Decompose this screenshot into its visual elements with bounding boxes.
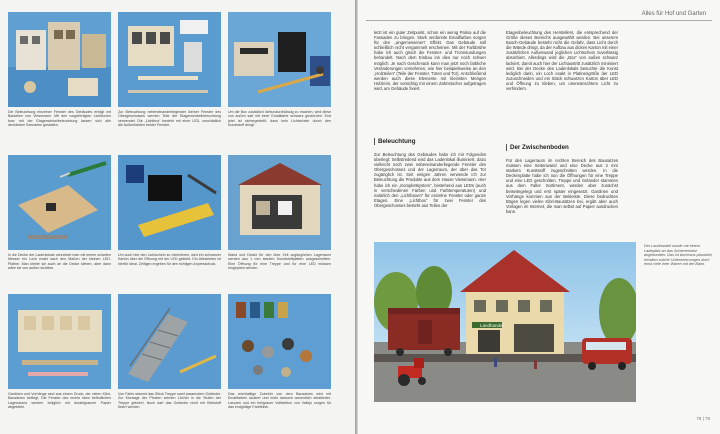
photo-storage-room: [228, 155, 331, 250]
right-page: [358, 0, 720, 434]
column-1-bottom: Zur Beleuchtung des Gebäudes habe ich mir Folgendes überlegt: Selbstredend wird das Ladenlokal illuminiert, dazu vielleicht noch zwei nebeneinanderliegende Fenster des Obergeschosses und der Lagerraum, der über das Tor zugänglich ist. Seit einigen Jahren verwende ich zur Beleuchtung die Produkte aus dem Hause Viessmann. Hier habe ich ein „Komplettsystem“, bestehend aus LEDs (auch in verschiedenen Farben und Farbtemperaturen) und natürlich den „Lichtboxen“ für einzelne Fenster oder ganze Etagen. Eine „Lichtbox“ für zwei Fenster des Obergeschosses besteht aus Teilen der: [374, 152, 486, 208]
caption: Um die Box zusätzlich lichtundurchlässig zu machen, wird diese von außen satt mit einer Emailfarbe schwarz gestrichen. Erst jetzt ist sichergestellt, dass kein Lichtschein durch den Kunststoff dringt.: [228, 110, 331, 128]
grid-cell-1: [8, 12, 111, 128]
column-1-top: letzt ist ein guter Zeitpunkt, schon ein wenig Patina auf die Fassaden zu bringen. Stark verdünnte Emailfarben sorgen für den „angemessenen“ Effekt. Das Gebäude soll schließlich nicht vergammelt erscheinen. Mit der Farbbrühe habe ich auch gleich die Fenster- und Tronnsundungen behandelt. Nach dem Einbau ins dies nur noch schwer möglich. Je nach Geschmack kann man jetzt noch farbliche Veränderungen vornehmen, wie hier beispielsweise an den „Holzteilen“ (Teile der Fenster, Türen und Tor). Anschließend werden auch diese Elemente mit kleinsten Mengen Holzleim, der vorsichtig mit einem Zahnstocher aufgetragen wird, am Gebäude fixiert.: [374, 30, 486, 92]
left-page: [0, 0, 355, 434]
grid-cell-3: [228, 12, 331, 128]
photo-lightboxes: [8, 12, 111, 107]
running-header: [366, 10, 712, 21]
column-2-top: Etagenbeleuchtung des Herstellers, die entsprechend der Größe dieses Bereichs ausgewählt werden. Bei unserem Busch-Gebäude besteht nicht die Gefahr, dass Licht durch die Wände dringt, da der Aufbau aus dicken Karton mit einer zusätzlichen Außenwand jeglichen Lichtschein zuverlässig absorbiert. Allerdings wird die „Box“ von außen schwarz lackiert, damit auch hier der Lichtaustritt zusätzlich minimiert wird. Bei der Decke des Ladenlokals besuchte die Kunst lediglich darin, ein Loch exakt in Platinengröße der LED zuzuschneiden und ein Stück schwarzen Karton über LED und Öffnung zu kleben, um unerwünschtem Licht zu verhindern.: [506, 30, 618, 92]
caption: Zur Beleuchtung nebeneinanderliegender kleiner Fenster des Obergeschosses werden Teile der Etagenwinkelbeleuchtung verwendet. Die „Lichtbox“ besteht mit einer LED, unschädlich die Außenkanten beider Fenster.: [118, 110, 221, 128]
column-2-bottom: Für den Lagerraum im rechten Bereich des Bausatzes müssen eine Seitenwand und eine Decke aus 2 mm starkem Kunststoff zugeschnitten werden. In die Deckenplatte habe ich nun die Öffnungen für eine Treppe und eine LED geschnitten. Treppe und Geländer stammen aus dem Faller Sortiment, werden aber zunächst beiseitegelegt und erst später eingesetzt. Gardinen und Vorhänge kommen aus der Bekleiste. Diese bedruckten Bögen legen vielen Kibri-Bausätzen bei, ergibt aber auch Vorlagen im Internet, die man selbst auf Papier ausdrucken kann.: [506, 158, 618, 214]
caption: In die Decke der Ladenlokale schneidet man mit einem scharfen Messer ein Loch exakt nach den Maßen der kleinen LED-Platine. Man klebte sie auch an die Decke kleben, aber dann wäre sie von außen sichtbar.: [8, 253, 111, 271]
photo-curtains: [8, 294, 111, 389]
photo-window-lightbox: [118, 12, 221, 107]
grid-cell-8: [118, 294, 221, 410]
shop-sign: Landhandel: [480, 323, 504, 328]
section-heading-beleuchtung: Beleuchtung: [374, 138, 415, 145]
photo-ceiling-cut: [8, 155, 111, 250]
grid-cell-2: [118, 12, 221, 128]
caption: Die Beleuchtung einzelner Fenster des Gebäudes erfolgt mit Bauteilen von Viessmann. Mit den vorgefertigten Lichtboxen bzw. mit der Etagenwinkelbeleuchtung lassen sich alle denkbaren Szenarien gestalten.: [8, 110, 111, 128]
caption: Gardinen und Vorhänge sind aus einem Druck, der vielen Kibri-Bausätzen beiliegt. Die Fenster des rechts oben befindlichen Lagerraums werden lediglich mit durablgrauem Papier abgeklebt.: [8, 392, 111, 410]
section-heading-zwischenboden: Der Zwischenboden: [506, 144, 569, 151]
photo-glue-card: [118, 155, 221, 250]
photo-landhandel-scene: [374, 242, 636, 402]
header-title: Alles für Hof und Garten: [641, 11, 706, 17]
photo-caption: Der Landhandel wurde mit einem Ladeplatz an das Schienennetz angebunden. Das ist durchaus plausibel, erhalten solche Unternehmungen doch einst viele ihrer Waren mit der Bahn.: [644, 244, 713, 267]
grid-cell-5: [118, 155, 221, 266]
caption: Von Faller stammt das Stück Treppe samt passendem Geländer. Zur Montage der Pfosten werden Löcher in die Stufen der Treppe gebohrt. Noch darf das Geländer nicht mit Klebstoff fixiert werden.: [118, 392, 221, 410]
page-numbers: 78 | 79: [696, 416, 710, 421]
caption: Das reichhaltige Zubehör von dem Bausatzes wird mit Emailfarben lackiert und wirkt dadurch wesentlich detailierter. Lasuren und ein hellgrauer Vollfarbton von Vallejo sorgen für das endgültige Farbfinish.: [228, 392, 331, 410]
photo-stairs: [118, 294, 221, 389]
grid-cell-7: [8, 294, 111, 410]
caption: Um auch hier den Lichtschein zu minimieren, wird ein schwarzer Karton über die Öffnung mit der LED geklebt. Ein Alleskleber ist hierfür ideal. Zeitigen ergeben für den richtigen Anpressdruck.: [118, 253, 221, 266]
caption: Wand und Decke für den über Zeit zugänglichen Lagerraum werden aus 1 mm starken Kunststoffplatten ausgeschnitten. Eine Öffnung für eine Treppe und für eine LED müssen eingeplant werden.: [228, 253, 331, 271]
grid-cell-9: [228, 294, 331, 410]
photo-paint-box: [228, 12, 331, 107]
grid-cell-6: [228, 155, 331, 271]
grid-cell-4: [8, 155, 111, 271]
photo-accessories-paint: [228, 294, 331, 389]
